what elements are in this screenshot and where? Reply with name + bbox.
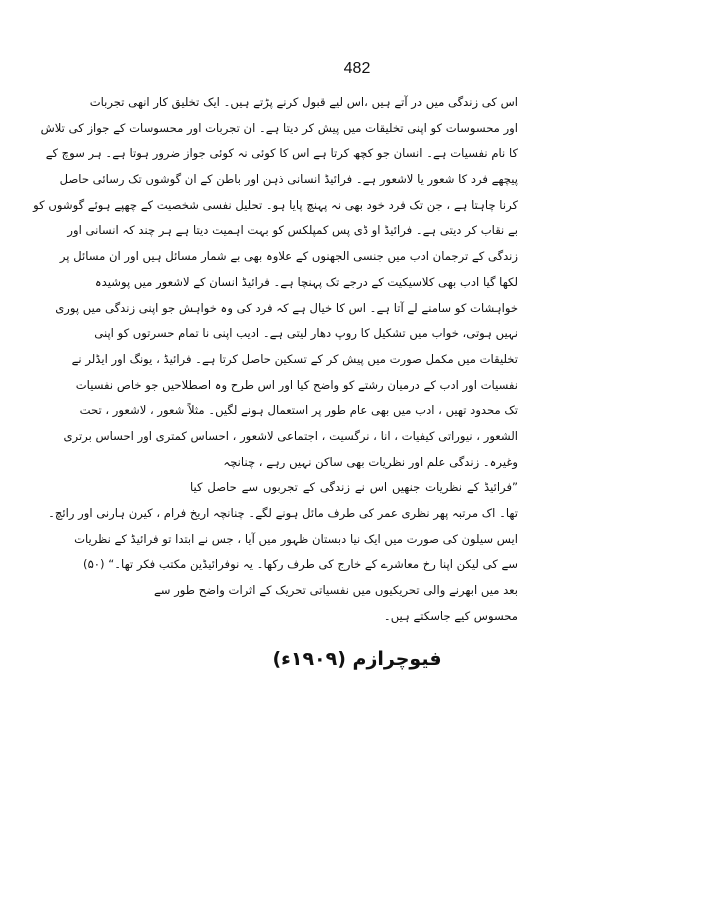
text-line: پیچھے فرد کا شعور یا لاشعور ہے۔ فرائیڈ انسانی ذہن اور باطن کے ان گوشوں تک رسائی حاصل <box>59 172 518 187</box>
text-line: خواہشات کو سامنے لے آتا ہے۔ اس کا خیال ہے کہ فرد کی وہ خواہش جو اپنی زندگی میں پوری <box>55 300 518 315</box>
text-line: محسوس کیے جاسکتے ہیں۔ <box>383 608 518 623</box>
text-line: بے نقاب کر دیتی ہے۔ فرائیڈ او ڈی پس کمپلکس کو بہت اہمیت دیتا ہے ہر چند کہ انسانی اور <box>67 223 518 238</box>
section-heading: فیوچرازم (۱۹۰۹ء) <box>272 648 442 670</box>
text-line: اور محسوسات کو اپنی تخلیقات میں پیش کر دیتا ہے۔ ان تجربات اور محسوسات کے جواز کی تلاش <box>40 120 518 135</box>
text-line: کا نام نفسیات ہے۔ انسان جو کچھ کرتا ہے اس کا کوئی نہ کوئی جواز ضرور ہوتا ہے۔ ہر سوچ کے <box>45 146 518 161</box>
page-number: 482 <box>343 60 371 77</box>
text-line: اس کی زندگی میں در آتے ہیں ،اس لیے قبول کرنے پڑتے ہیں۔ ایک تخلیق کار انھی تجربات <box>89 95 518 109</box>
text-line: کرنا چاہتا ہے ، جن تک فرد خود بھی نہ پہنچ پایا ہو۔ تحلیل نفسی شخصیت کے چھپے ہوئے گوشوں کو <box>33 197 518 212</box>
quote-line: تھا۔ اک مرتبہ پھر نظری عمر کی طرف مائل ہونے لگے۔ چنانچہ اریخ فرام ، کیرن ہارنی اور رائچ۔ <box>48 506 518 520</box>
body-text <box>33 90 518 629</box>
text-line: تک محدود تھیں ، ادب میں بھی عام طور پر استعمال ہونے لگیں۔ مثلاً شعور ، لاشعور ، تحت <box>79 403 518 418</box>
text-line: نہیں ہوتی، خواب میں تشکیل کا روپ دھار لیتی ہے۔ ادیب اپنی نا تمام حسرتوں کو اپنی <box>94 326 518 341</box>
quote-line: سے کی لیکن اپنا رخ معاشرے کے خارج کی طرف رکھا۔ یہ نوفرائیڈین مکتب فکر تھا۔“ (۵۰) <box>83 557 518 572</box>
text-line: وغیرہ۔ زندگی علم اور نظریات بھی ساکن نہیں رہے ، چنانچہ <box>223 454 518 469</box>
text-line: تخلیقات میں مکمل صورت میں پیش کر کے تسکین حاصل کرتا ہے۔ فرائیڈ ، یونگ اور ایڈلر نے <box>71 351 518 366</box>
text-line: لکھا گیا ادب بھی کلاسیکیت کے درجے تک پہنچا ہے۔ فرائیڈ انسان کے لاشعور میں پوشیدہ <box>94 274 518 289</box>
text-line: الشعور ، نیوراتی کیفیات ، انا ، نرگسیت ، اجتماعی لاشعور ، احساس کمتری اور احساس برتری <box>63 428 518 443</box>
text-line: زندگی کے ترجمان ادب میں جنسی الجھنوں کے علاوہ بھی بے شمار مسائل ہیں اور ان مسائل پر <box>59 249 518 264</box>
quote-line: ایس سیلون کی صورت میں ایک نیا دبستان ظہور میں آیا ، جس نے ابتدا تو فرائیڈ کے نظریات <box>74 531 518 546</box>
text-line: بعد میں ابھرنے والی تحریکیوں میں نفسیاتی تحریک کے اثرات واضح طور سے <box>154 583 518 598</box>
text-line: نفسیات اور ادب کے درمیان رشتے کو واضح کیا اور اس طرح وہ اصطلاحیں جو خاص نفسیات <box>75 377 518 392</box>
quote-line: ”فرائیڈ کے نظریات جنھیں اس نے زندگی کے تجربوں سے حاصل کیا <box>190 480 518 495</box>
